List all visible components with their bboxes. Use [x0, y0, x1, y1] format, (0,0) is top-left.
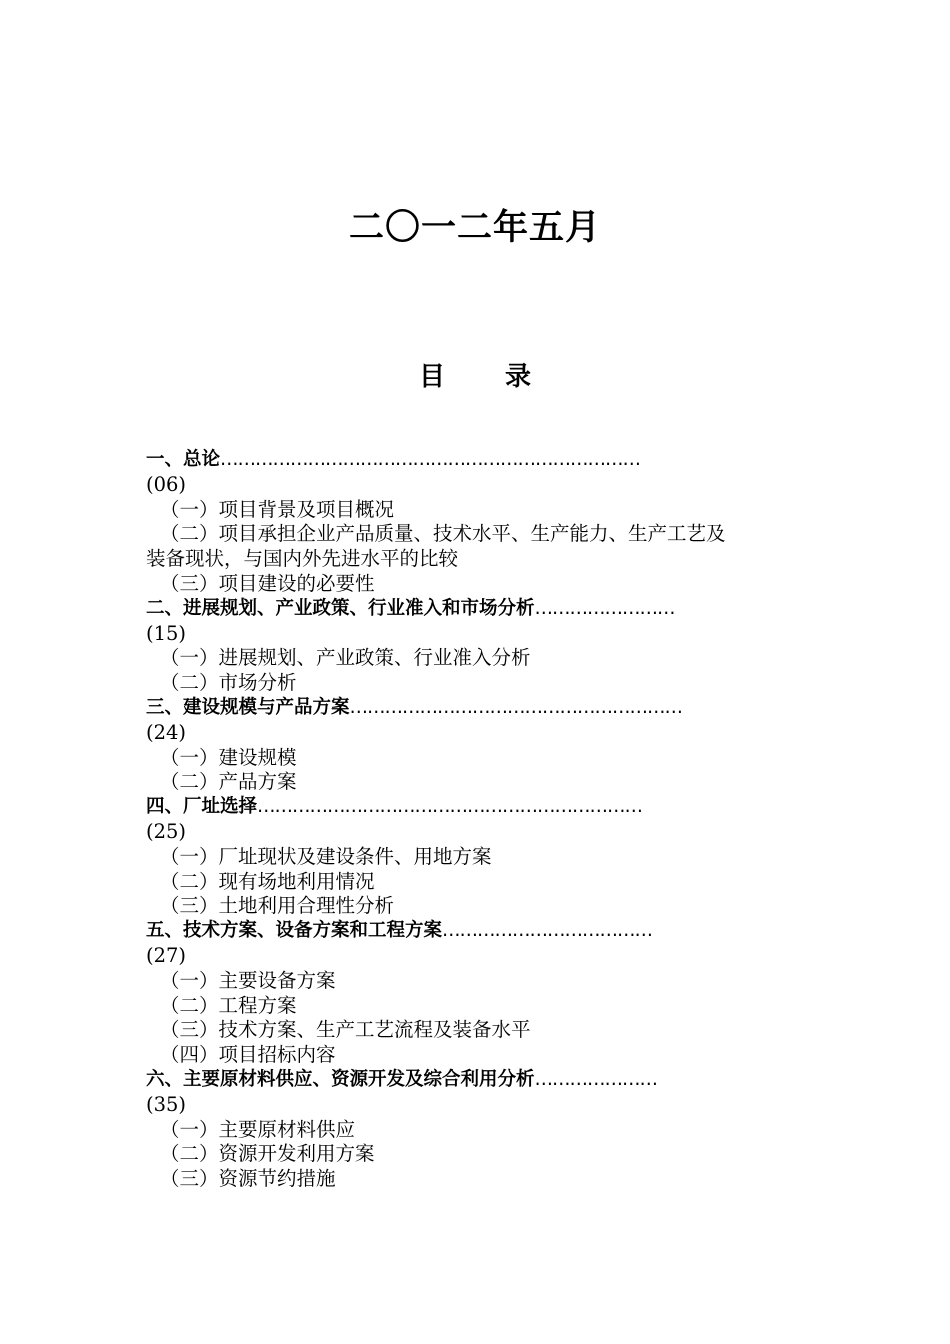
leader-dots: ………………………………………………………………	[220, 449, 641, 470]
toc-chapter-3[interactable]	[146, 696, 826, 721]
leader-dots: …………………………………………………………	[257, 796, 643, 818]
chapter-page: (15)	[146, 621, 187, 645]
chapter-title: 三、建设规模与产品方案	[146, 696, 350, 718]
toc-section[interactable]: （二）工程方案	[160, 993, 297, 1017]
toc-chapter-6[interactable]	[146, 1068, 826, 1093]
toc-section[interactable]: （一）建设规模	[160, 745, 297, 769]
chapter-page: (27)	[146, 943, 187, 967]
chapter-page: (24)	[146, 720, 187, 744]
toc-heading	[0, 356, 950, 393]
chapter-title: 一、总论	[146, 449, 221, 470]
toc-section[interactable]: （二）产品方案	[160, 770, 297, 794]
toc-section[interactable]: （一）主要原材料供应	[160, 1117, 356, 1141]
chapter-title: 二、进展规划、产业政策、行业准入和市场分析	[146, 597, 535, 619]
toc-chapter-5[interactable]	[146, 919, 826, 944]
chapter-page: (25)	[146, 819, 187, 843]
toc-section[interactable]: （四）项目招标内容	[160, 1043, 336, 1067]
toc-section[interactable]: （二）资源开发利用方案	[160, 1142, 375, 1166]
toc-section-continued[interactable]: 装备现状，与国内外先进水平的比较	[146, 547, 459, 571]
chapter-title: 五、技术方案、设备方案和工程方案	[146, 920, 443, 942]
table-of-contents	[146, 448, 826, 1192]
toc-chapter-4[interactable]	[146, 795, 826, 820]
leader-dots: …………………	[534, 1068, 658, 1090]
toc-section[interactable]: （三）土地利用合理性分析	[160, 894, 395, 918]
toc-section[interactable]: （三）项目建设的必要性	[160, 571, 375, 595]
toc-section[interactable]: （二）现有场地利用情况	[160, 869, 375, 893]
toc-section[interactable]: （一）主要设备方案	[160, 968, 336, 992]
toc-section[interactable]: （一）项目背景及项目概况	[160, 497, 395, 521]
leader-dots: ……………………	[534, 597, 675, 619]
leader-dots: …………………………………………………	[349, 696, 683, 718]
toc-chapter-2[interactable]	[146, 597, 826, 622]
leader-dots: ………………………………	[442, 920, 653, 942]
chapter-title: 四、厂址选择	[146, 796, 258, 818]
toc-section[interactable]: （三）技术方案、生产工艺流程及装备水平	[160, 1018, 531, 1042]
toc-section[interactable]: （三）资源节约措施	[160, 1167, 336, 1191]
toc-section[interactable]: （二）市场分析	[160, 671, 297, 695]
toc-heading-char-1: 目	[418, 362, 445, 392]
toc-section[interactable]: （二）项目承担企业产品质量、技术水平、生产能力、生产工艺及	[160, 522, 726, 546]
chapter-title: 六、主要原材料供应、资源开发及综合利用分析	[146, 1068, 535, 1090]
toc-heading-char-2: 录	[505, 362, 532, 392]
document-date: 二〇一二年五月	[348, 207, 601, 248]
chapter-page: (35)	[146, 1092, 187, 1116]
toc-section[interactable]: （一）厂址现状及建设条件、用地方案	[160, 844, 492, 868]
toc-chapter-1[interactable]	[146, 448, 826, 473]
toc-section[interactable]: （一）进展规划、产业政策、行业准入分析	[160, 646, 531, 670]
chapter-page: (06)	[146, 472, 187, 496]
